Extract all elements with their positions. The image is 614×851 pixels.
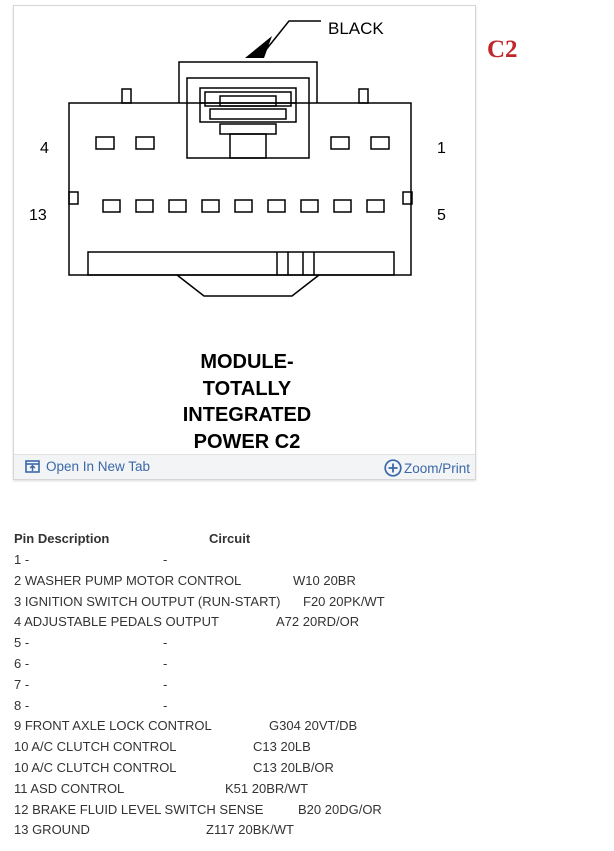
pin-label-1: 1 xyxy=(437,140,446,157)
caption-line-3: INTEGRATED xyxy=(182,404,312,426)
connector-id-label: C2 xyxy=(487,36,518,63)
table-row xyxy=(14,677,604,698)
pin-circuit: Z117 20BK/WT xyxy=(206,822,294,838)
pin-description: 3 IGNITION SWITCH OUTPUT (RUN-START) xyxy=(14,593,281,609)
connector-diagram xyxy=(14,6,475,456)
pin-circuit: - xyxy=(163,635,168,651)
zoom-print-link[interactable] xyxy=(384,459,470,477)
pin-description: 6 - xyxy=(14,655,30,671)
pin-circuit: G304 20VT/DB xyxy=(269,718,358,734)
pin-description: 7 - xyxy=(14,676,30,692)
open-in-new-tab-link[interactable] xyxy=(25,459,150,474)
table-row xyxy=(14,698,604,719)
pin-circuit: C13 20LB/OR xyxy=(253,759,334,775)
caption-line-2: TOTALLY xyxy=(202,378,292,400)
pin-circuit: - xyxy=(163,552,168,567)
callout-line xyxy=(265,21,321,51)
table-row xyxy=(14,718,604,739)
caption-line-4: POWER C2 xyxy=(193,431,301,453)
pin-label-4: 4 xyxy=(40,140,49,157)
table-row xyxy=(14,760,604,781)
pin-circuit: B20 20DG/OR xyxy=(298,801,382,817)
pin-description: 10 A/C CLUTCH CONTROL xyxy=(14,739,177,755)
zoom-plus-icon xyxy=(384,459,402,477)
zoom-print-label: Zoom/Print xyxy=(403,460,470,476)
pin-circuit: - xyxy=(163,676,168,692)
table-row xyxy=(14,739,604,760)
pin-label-13: 13 xyxy=(29,207,47,224)
pin-description: 4 ADJUSTABLE PEDALS OUTPUT xyxy=(14,614,219,630)
pin-description: 8 - xyxy=(14,697,30,713)
pin-table-header xyxy=(14,531,604,552)
pin-circuit: K51 20BR/WT xyxy=(225,780,309,796)
table-row xyxy=(14,635,604,656)
pin-description: 10 A/C CLUTCH CONTROL xyxy=(14,759,177,775)
pin-circuit: A72 20RD/OR xyxy=(276,614,360,630)
pin-description: 13 GROUND xyxy=(14,822,90,838)
pin-circuit: - xyxy=(163,697,168,713)
pin-table xyxy=(14,531,604,843)
table-row xyxy=(14,614,604,635)
caption-line-1: MODULE- xyxy=(200,351,294,373)
pin-circuit: F20 20PK/WT xyxy=(303,593,385,609)
latch-outer xyxy=(187,78,309,158)
table-row xyxy=(14,781,604,802)
pin-description: 5 - xyxy=(14,635,30,651)
open-in-new-tab-label: Open In New Tab xyxy=(46,459,151,474)
table-row xyxy=(14,594,604,615)
pin-circuit: C13 20LB xyxy=(253,739,311,755)
callout-arrowhead xyxy=(245,36,272,58)
wire-color-label: BLACK xyxy=(328,19,384,38)
pin-description: 12 BRAKE FLUID LEVEL SWITCH SENSE xyxy=(14,801,264,817)
figure-footer xyxy=(14,454,475,479)
pin-description: 11 ASD CONTROL xyxy=(14,780,125,796)
pin-description: 2 WASHER PUMP MOTOR CONTROL xyxy=(14,572,242,588)
bottom-key xyxy=(177,275,319,296)
pin-circuit: - xyxy=(163,655,168,671)
connector-body xyxy=(69,103,411,275)
open-in-new-tab-icon xyxy=(25,460,40,474)
pin-description: 1 - xyxy=(14,552,30,567)
header-circuit: Circuit xyxy=(209,531,251,546)
connector-figure-card xyxy=(13,5,476,480)
table-row xyxy=(14,573,604,594)
pin-description: 9 FRONT AXLE LOCK CONTROL xyxy=(14,718,212,734)
pin-label-5: 5 xyxy=(437,207,446,224)
table-row xyxy=(14,656,604,677)
table-row xyxy=(14,802,604,823)
pin-circuit: W10 20BR xyxy=(293,572,356,588)
table-row xyxy=(14,552,604,573)
header-pin-description: Pin Description xyxy=(14,531,110,546)
table-row xyxy=(14,822,604,843)
